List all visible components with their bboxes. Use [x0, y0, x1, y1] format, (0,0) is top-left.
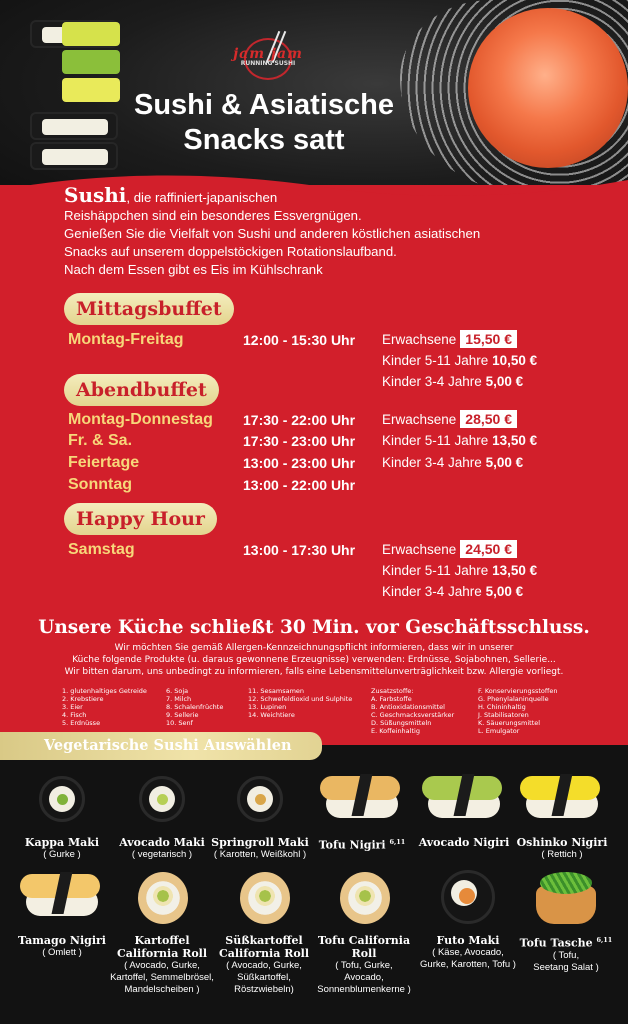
allergen-legend: 1. glutenhaltiges Getreide 2. Krebstiere 3. Eier 4. Fisch 5. Erdnüsse: [62, 687, 147, 727]
abend-time: 17:30 - 23:00 Uhr: [243, 433, 356, 449]
tofu-tasche-image: [514, 868, 618, 926]
happy-price-kids-5-11: Kinder 5-11 Jahre 13,50 €: [382, 563, 538, 578]
happy-time: 13:00 - 17:30 Uhr: [243, 542, 356, 558]
closing-notice: Unsere Küche schließt 30 Min. vor Geschäftsschluss.: [38, 617, 590, 638]
happy-hour-heading: Happy Hour: [64, 503, 217, 535]
abend-day: Montag-Donnestag: [68, 411, 213, 428]
intro-line5: Nach dem Essen gibt es Eis im Kühlschrank: [64, 262, 323, 277]
intro-text: [64, 183, 584, 279]
jamjam-logo: [232, 32, 304, 84]
hero-title: [128, 88, 400, 158]
intro-line4: Snacks auf unserem doppelstöckigen Rotationslaufband.: [64, 244, 397, 259]
abendbuffet-heading: Abendbuffet: [64, 374, 219, 406]
abend-price-adult: Erwachsene 28,50 €: [382, 410, 517, 428]
abend-day: Fr. & Sa.: [68, 432, 133, 449]
mittag-price-kids-5-11: Kinder 5-11 Jahre 10,50 €: [382, 353, 538, 368]
price-badge: 15,50 €: [460, 330, 517, 348]
maki-roll-image: [30, 142, 118, 170]
kartoffel-california-roll-image: [110, 868, 214, 926]
futo-maki-image: [416, 868, 520, 926]
additive-legend: F. Konservierungsstoffen G. Phenylalaninquelle H. Chininhaltig J. Stabilisatoren K. Säuerungsmittel L. Emulgator: [478, 687, 558, 735]
cucumber-sushi-image: [62, 22, 120, 46]
sushi-item-oshinko-nigiri[interactable]: Oshinko Nigiri ( Rettich ): [510, 770, 614, 861]
price-badge: 28,50 €: [460, 410, 517, 428]
intro-line1: , die raffiniert-japanischen: [126, 190, 278, 205]
hero-title-line2: Snacks satt: [183, 124, 345, 156]
allergy-notice: Wir möchten Sie gemäß Allergen-Kennzeichnungspflicht informieren, dass wir in unserer Küche folgende Produkte (u. daraus gewonnene Erzeugnisse) verwenden: Erdnüsse, Sojabohnen, Sellerie... Wir bitten darum, uns unbedingt zu informieren, falls eine Lebensmittelunverträglichkeit bzw. Allergie vorliegt.: [64, 643, 564, 677]
abend-day: Feiertage: [68, 454, 140, 471]
sushi-item-suesskartoffel-california-roll[interactable]: Süßkartoffel California Roll ( Avocado, Gurke, Süßkartoffel, Röstzwiebeln): [212, 868, 316, 996]
intro-line3: Genießen Sie die Vielfalt von Sushi und anderen köstlichen asiatischen: [64, 226, 481, 241]
tofu-nigiri-image: [310, 770, 414, 828]
mittag-day: Montag-Freitag: [68, 331, 184, 348]
mittag-time: 12:00 - 15:30 Uhr: [243, 332, 356, 348]
allergen-legend: 11. Sesamsamen 12. Schwefeldioxid und Sulphite 13. Lupinen 14. Weichtiere: [248, 687, 353, 719]
suesskartoffel-california-roll-image: [212, 868, 316, 926]
intro-line2: Reishäppchen sind ein besonderes Essvergnügen.: [64, 208, 362, 223]
sushi-item-futo-maki[interactable]: Futo Maki ( Käse, Avocado, Gurke, Karotten, Tofu ): [416, 868, 520, 971]
logo-name: jam jam: [233, 46, 303, 62]
additive-legend: Zusatzstoffe: A. Farbstoffe B. Antioxidationsmittel C. Geschmacksverstärker D. Süßungsmitteln E. Koffeinhaltig: [371, 687, 455, 735]
sushi-item-avocado-maki[interactable]: Avocado Maki ( vegetarisch ): [110, 770, 214, 861]
mittagsbuffet-heading: Mittagsbuffet: [64, 293, 234, 325]
mittag-price-adult: Erwachsene 15,50 €: [382, 330, 517, 348]
avocado-sushi-image: [62, 50, 120, 74]
abend-day: Sonntag: [68, 476, 132, 493]
happy-day: Samstag: [68, 541, 135, 558]
veg-title: Vegetarische Sushi Auswählen: [44, 737, 292, 754]
sushi-item-kappa-maki[interactable]: Kappa Maki ( Gurke ): [10, 770, 114, 861]
avocado-maki-image: [110, 770, 214, 828]
abend-time: 13:00 - 23:00 Uhr: [243, 455, 356, 471]
sushi-item-tofu-california-roll[interactable]: Tofu California Roll ( Tofu, Gurke, Avocado, Sonnenblumenkerne ): [312, 868, 416, 996]
abend-price-kids-3-4: Kinder 3-4 Jahre 5,00 €: [382, 455, 524, 470]
allergen-sup: 6,11: [389, 838, 406, 846]
sushi-item-avocado-nigiri[interactable]: Avocado Nigiri: [412, 770, 516, 849]
happy-price-kids-3-4: Kinder 3-4 Jahre 5,00 €: [382, 584, 524, 599]
sushi-item-tofu-nigiri[interactable]: Tofu Nigiri $^{6,11}$: [310, 770, 414, 852]
avocado-nigiri-image: [412, 770, 516, 828]
maki-roll-image: [30, 112, 118, 140]
sushi-item-tofu-tasche[interactable]: Tofu Tasche $^{6,11}$ ( Tofu, Seetang Salat ): [514, 868, 618, 974]
sushi-item-springroll-maki[interactable]: Springroll Maki ( Karotten, Weißkohl ): [208, 770, 312, 861]
mittag-price-kids-3-4: Kinder 3-4 Jahre 5,00 €: [382, 374, 524, 389]
oshinko-nigiri-image: [510, 770, 614, 828]
allergen-sup: 6,11: [596, 936, 613, 944]
sushi-item-kartoffel-california-roll[interactable]: Kartoffel California Roll ( Avocado, Gurke, Kartoffel, Semmelbrösel, Mandelscheiben ): [110, 868, 214, 996]
price-badge: 24,50 €: [460, 540, 517, 558]
allergen-legend: 6. Soja 7. Milch 8. Schalenfrüchte 9. Sellerie 10. Senf: [166, 687, 224, 727]
hero-title-line1: Sushi & Asiatische: [133, 89, 394, 121]
abend-time: 13:00 - 22:00 Uhr: [243, 477, 356, 493]
abend-price-kids-5-11: Kinder 5-11 Jahre 13,50 €: [382, 433, 538, 448]
kappa-maki-image: [10, 770, 114, 828]
logo-tagline: RUNNING SUSHI: [240, 60, 296, 67]
egg-sushi-image: [62, 78, 120, 102]
happy-price-adult: Erwachsene 24,50 €: [382, 540, 517, 558]
salmon-rose-image: [468, 8, 628, 168]
sushi-item-tamago-nigiri[interactable]: Tamago Nigiri ( Omlett ): [10, 868, 114, 959]
abend-time: 17:30 - 22:00 Uhr: [243, 412, 356, 428]
tamago-nigiri-image: [10, 868, 114, 926]
intro-lead: Sushi: [64, 183, 127, 207]
springroll-maki-image: [208, 770, 312, 828]
tofu-california-roll-image: [312, 868, 416, 926]
